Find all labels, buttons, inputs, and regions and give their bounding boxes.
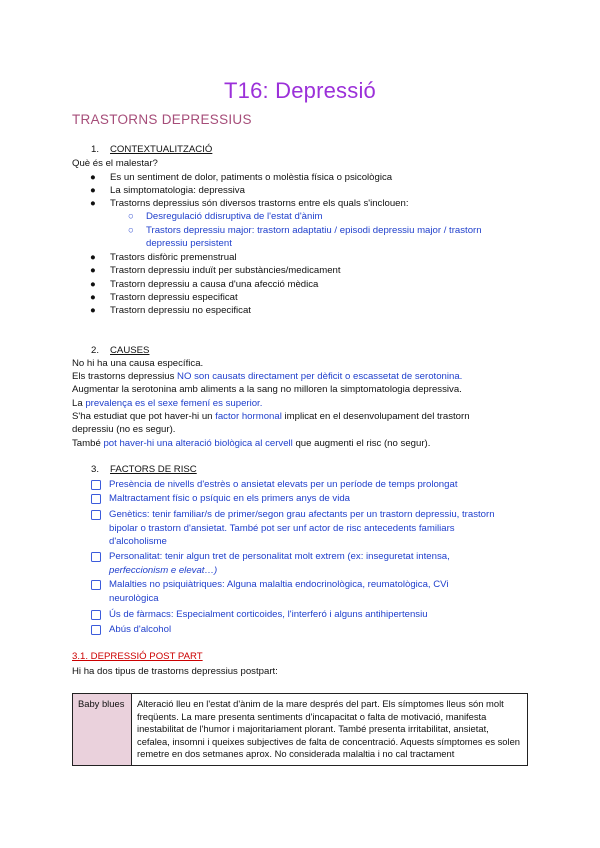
postpart-table (72, 693, 528, 766)
section-title: TRASTORNS DEPRESSIUS (72, 112, 252, 127)
page-title: T16: Depressió (224, 78, 376, 103)
checklist-item: Maltractament físic o psíquic en els primers anys de vida (109, 493, 351, 504)
checklist-item-continued: perfeccionism e elevat…) (109, 565, 218, 576)
checkbox[interactable] (91, 552, 101, 562)
question-line: Què és el malestar? (72, 158, 158, 169)
paragraph-line: depressiu (no es segur). (72, 424, 176, 435)
subsection-heading: 3.1. DEPRESSIÓ POST PART (72, 651, 203, 662)
table-row (73, 694, 528, 766)
checklist-item-continued: bipolar o trastorn d'ansietat. També pot ser unf actor de risc antecedents familiars (109, 523, 455, 534)
heading-causes (91, 345, 149, 356)
heading-number: 3. (91, 464, 100, 475)
checkbox[interactable] (91, 494, 101, 504)
checklist-item-continued: neurològica (109, 593, 159, 604)
paragraph-line: Augmentar la serotonina amb aliments a la sang no milloren la simptomatologia depressiva. (72, 384, 462, 395)
paragraph-line: No hi ha una causa específica. (72, 358, 204, 369)
heading-text: FACTORS DE RISC (110, 464, 197, 475)
heading-number: 1. (91, 144, 100, 155)
heading-number: 2. (91, 345, 100, 356)
checkbox[interactable] (91, 625, 101, 635)
heading-text: CONTEXTUALITZACIÓ (110, 144, 213, 155)
paragraph-line: Hi ha dos tipus de trastorns depressius postpart: (72, 666, 278, 677)
paragraph-line: La prevalença es el sexe femení es superior. (72, 398, 263, 409)
checklist-item: Genètics: tenir familiar/s de primer/segon grau afectants per un trastorn depressiu, trastorn (109, 509, 495, 520)
checklist-item-continued: d'alcoholisme (109, 536, 167, 547)
checkbox[interactable] (91, 580, 101, 590)
paragraph-line: Els trastorns depressius NO son causats directament per dèficit o escassetat de serotonina. (72, 371, 463, 382)
table-label-cell: Baby blues (73, 694, 132, 766)
paragraph-line: També pot haver-hi una alteració biològica al cervell que augmenti el risc (no segur). (72, 438, 431, 449)
table-text-cell: Alteració lleu en l'estat d'ànim de la mare després del part. Els símptomes lleus són molt freqüents. La mare presenta sentiments d'incapacitat o falta de motivació, manifesta inestabilitat de l'humor i majoritariament plorant. També presenta irritabilitat, ansietat, cefalea, insomni i queixes subjectives de falta de concentració. Aquests símptomes es solen remetre en dos setmanes aprox. No considerada malaltia i no cal tractament (132, 694, 528, 766)
checklist-item: Presència de nivells d'estrès o ansietat elevats per un període de temps prolongat (109, 479, 458, 490)
checkbox[interactable] (91, 480, 101, 490)
checklist-item: Personalitat: tenir algun tret de personalitat molt extrem (ex: inseguretat intensa, (109, 551, 450, 562)
heading-text: CAUSES (110, 345, 150, 356)
checkbox[interactable] (91, 510, 101, 520)
heading-contextualitzacio (91, 144, 212, 155)
paragraph-line: S'ha estudiat que pot haver-hi un factor hormonal implicat en el desenvolupament del trastorn (72, 411, 470, 422)
checklist-item: Abús d'alcohol (109, 624, 172, 635)
checklist-item: Malalties no psiquiàtriques: Alguna malaltia endocrinològica, reumatològica, CVi (109, 579, 449, 590)
checkbox[interactable] (91, 610, 101, 620)
checklist-item: Ús de fàrmacs: Especialment corticoides, l'interferó i alguns antihipertensiu (109, 609, 428, 620)
heading-factors-de-risc (91, 464, 197, 475)
